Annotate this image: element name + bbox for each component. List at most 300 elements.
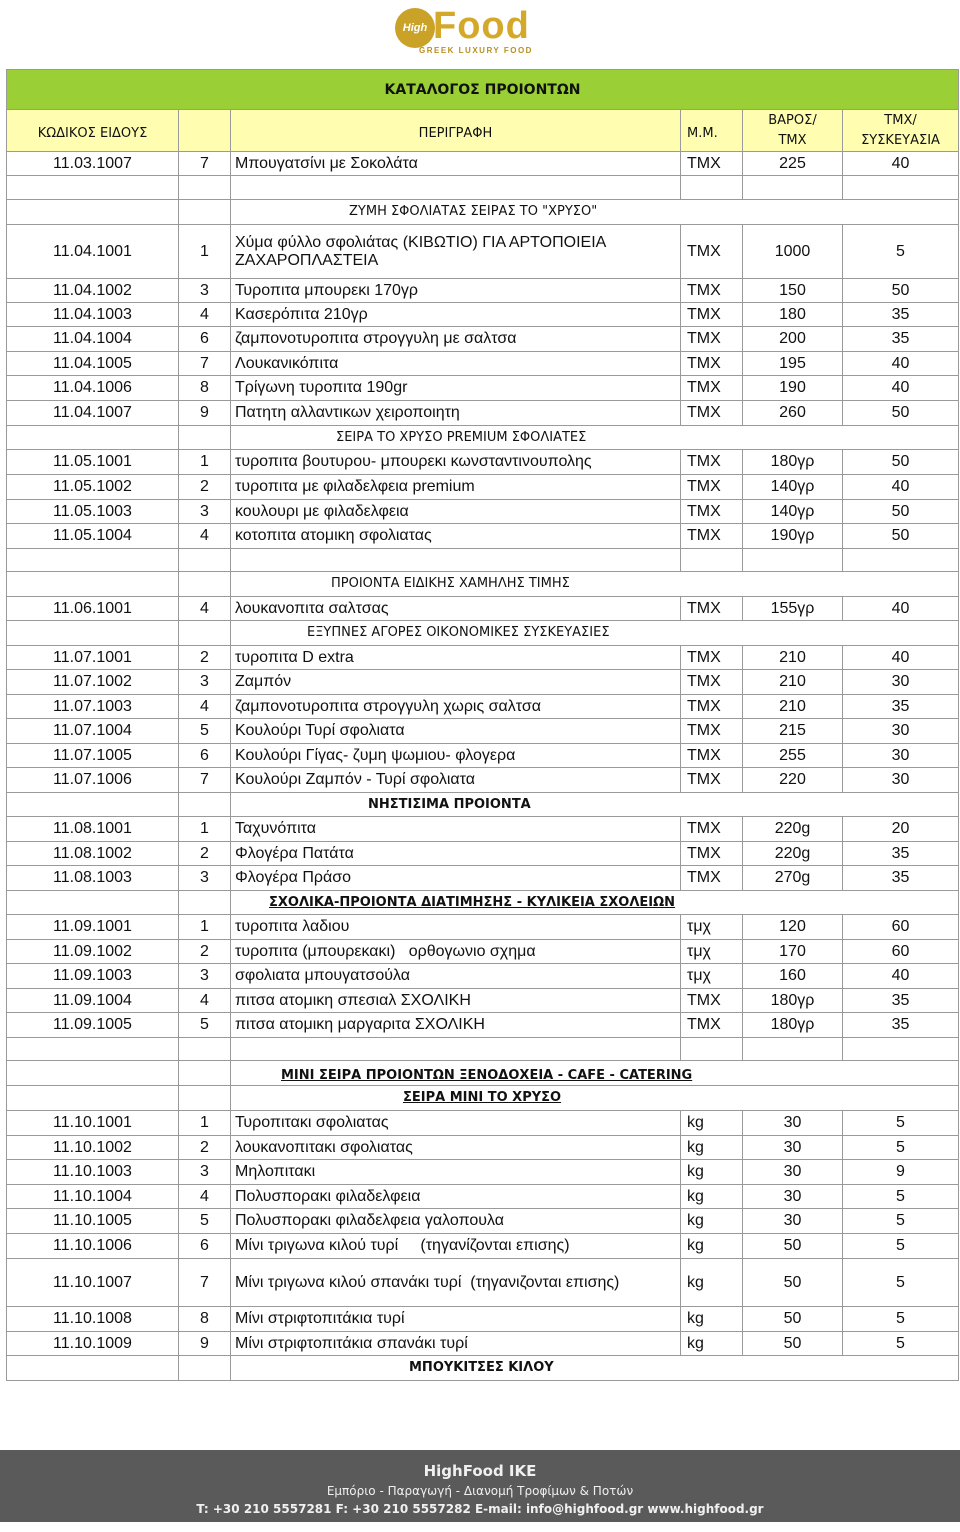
item-weight: 220g (743, 817, 843, 842)
item-pack: 40 (843, 475, 959, 500)
section-title (231, 1061, 959, 1086)
item-pack: 40 (843, 352, 959, 376)
item-weight: 155γρ (743, 597, 843, 621)
section-row (7, 621, 959, 646)
item-unit: kg (681, 1136, 743, 1160)
item-unit: ΤΜΧ (681, 744, 743, 768)
item-weight: 190γρ (743, 524, 843, 549)
item-description: ζαμπονοτυροπιτα στρογγυλη χωρις σαλτσα (231, 695, 681, 719)
table-row (7, 915, 959, 940)
item-number: 3 (179, 670, 231, 695)
item-weight: 30 (743, 1111, 843, 1136)
item-code: 11.06.1001 (7, 597, 179, 621)
item-pack: 35 (843, 1013, 959, 1038)
col-header-pack (843, 110, 959, 152)
footer-company: HighFood IKE (423, 1462, 537, 1480)
item-number: 4 (179, 524, 231, 549)
item-number: 8 (179, 1307, 231, 1332)
item-unit: ΤΜΧ (681, 866, 743, 891)
item-description: Φλογέρα Πράσο (231, 866, 681, 891)
item-unit: ΤΜΧ (681, 500, 743, 524)
item-pack: 5 (843, 1307, 959, 1332)
item-pack: 35 (843, 327, 959, 352)
item-code: 11.10.1006 (7, 1234, 179, 1259)
item-number: 7 (179, 1259, 231, 1307)
item-unit: ΤΜΧ (681, 524, 743, 549)
item-weight: 50 (743, 1234, 843, 1259)
product-catalog-table (6, 69, 959, 1381)
item-description: κοτοπιτα ατομικη σφολιατας (231, 524, 681, 549)
item-unit: ΤΜΧ (681, 768, 743, 793)
item-pack: 35 (843, 303, 959, 327)
item-code: 11.05.1002 (7, 475, 179, 500)
section-row (7, 1086, 959, 1111)
item-code: 11.07.1004 (7, 719, 179, 744)
item-description: Μίνι τριγωνα κιλού σπανάκι τυρί (τηγανιζονται επισης) (231, 1259, 681, 1307)
item-description: κουλουρι με φιλαδελφεια (231, 500, 681, 524)
item-unit: ΤΜΧ (681, 646, 743, 670)
table-row (7, 1013, 959, 1038)
item-code: 11.05.1003 (7, 500, 179, 524)
item-code: 11.10.1004 (7, 1185, 179, 1209)
item-weight: 30 (743, 1160, 843, 1185)
item-number: 9 (179, 401, 231, 426)
section-row (7, 426, 959, 450)
item-pack: 20 (843, 817, 959, 842)
table-row (7, 352, 959, 376)
item-weight: 190 (743, 376, 843, 401)
col-header-number (179, 110, 231, 152)
item-unit: kg (681, 1160, 743, 1185)
item-unit: ΤΜΧ (681, 475, 743, 500)
item-weight: 50 (743, 1332, 843, 1356)
item-number: 4 (179, 695, 231, 719)
item-description: Πολυσπορακι φιλαδελφεια γαλοπουλα (231, 1209, 681, 1234)
table-row (7, 303, 959, 327)
item-pack: 5 (843, 1259, 959, 1307)
item-unit: kg (681, 1111, 743, 1136)
item-description: τυροπιτα D extra (231, 646, 681, 670)
item-code: 11.10.1001 (7, 1111, 179, 1136)
item-unit: kg (681, 1332, 743, 1356)
item-weight: 210 (743, 670, 843, 695)
item-number: 4 (179, 1185, 231, 1209)
item-unit: kg (681, 1234, 743, 1259)
item-weight: 150 (743, 279, 843, 303)
item-unit: ΤΜΧ (681, 152, 743, 176)
item-code: 11.10.1009 (7, 1332, 179, 1356)
item-weight: 260 (743, 401, 843, 426)
item-description: Μηλοπιτακι (231, 1160, 681, 1185)
col-header-unit: Μ.Μ. (681, 110, 743, 152)
item-unit: ΤΜΧ (681, 327, 743, 352)
item-description: Λουκανικόπιτα (231, 352, 681, 376)
table-row (7, 695, 959, 719)
item-number: 2 (179, 842, 231, 866)
section-row (7, 1061, 959, 1086)
table-row (7, 475, 959, 500)
item-number: 3 (179, 279, 231, 303)
item-description: Πατητη αλλαντικων χειροποιητη (231, 401, 681, 426)
col-header-pack-line2: ΣΥΣΚΕΥΑΣΙΑ (861, 132, 940, 148)
item-number: 1 (179, 817, 231, 842)
item-unit: ΤΜΧ (681, 303, 743, 327)
section-title (231, 1086, 959, 1111)
item-pack: 60 (843, 915, 959, 940)
item-number: 2 (179, 1136, 231, 1160)
item-unit: τμχ (681, 940, 743, 964)
col-header-description: ΠΕΡΙΓΡΑΦΗ (231, 110, 681, 152)
item-pack: 40 (843, 152, 959, 176)
item-code: 11.04.1006 (7, 376, 179, 401)
item-weight: 215 (743, 719, 843, 744)
item-code: 11.04.1007 (7, 401, 179, 426)
item-unit: ΤΜΧ (681, 401, 743, 426)
footer-contact: T: +30 210 5557281 F: +30 210 5557282 E-mail: info@highfood.gr www.highfood.gr (196, 1502, 764, 1516)
item-pack: 35 (843, 695, 959, 719)
item-number: 7 (179, 768, 231, 793)
item-pack: 50 (843, 524, 959, 549)
item-unit: ΤΜΧ (681, 450, 743, 475)
item-description: Μίνι στριφτοπιτάκια σπανάκι τυρί (231, 1332, 681, 1356)
section-title: ΜΠΟΥΚΙΤΣΕΣ ΚΙΛΟΥ (231, 1356, 959, 1381)
item-description: Ταχυνόπιτα (231, 817, 681, 842)
item-description: Μίνι στριφτοπιτάκια τυρί (231, 1307, 681, 1332)
table-row (7, 279, 959, 303)
table-row (7, 152, 959, 176)
item-pack: 40 (843, 376, 959, 401)
item-pack: 5 (843, 1185, 959, 1209)
item-number: 9 (179, 1332, 231, 1356)
item-number: 8 (179, 376, 231, 401)
table-row (7, 719, 959, 744)
item-weight: 30 (743, 1136, 843, 1160)
item-weight: 200 (743, 327, 843, 352)
logo-badge: High (395, 8, 435, 48)
item-unit: ΤΜΧ (681, 695, 743, 719)
item-pack: 5 (843, 1234, 959, 1259)
section-title: ΠΡΟΙΟΝΤΑ ΕΙΔΙΚΗΣ ΧΑΜΗΛΗΣ ΤΙΜΗΣ (231, 572, 959, 597)
table-row (7, 670, 959, 695)
col-header-code: ΚΩΔΙΚΟΣ ΕΙΔΟΥΣ (7, 110, 179, 152)
item-code: 11.08.1003 (7, 866, 179, 891)
item-unit: τμχ (681, 964, 743, 989)
table-row (7, 1307, 959, 1332)
item-number: 3 (179, 1160, 231, 1185)
table-row (7, 866, 959, 891)
section-row (7, 891, 959, 915)
item-pack: 40 (843, 597, 959, 621)
table-row (7, 597, 959, 621)
item-unit: ΤΜΧ (681, 279, 743, 303)
table-row (7, 1259, 959, 1307)
item-weight: 270g (743, 866, 843, 891)
item-weight: 160 (743, 964, 843, 989)
item-unit: τμχ (681, 915, 743, 940)
item-code: 11.03.1007 (7, 152, 179, 176)
item-code: 11.10.1005 (7, 1209, 179, 1234)
company-footer (0, 1450, 960, 1522)
table-row (7, 225, 959, 279)
table-row (7, 327, 959, 352)
item-number: 6 (179, 744, 231, 768)
item-weight: 170 (743, 940, 843, 964)
logo-tagline: GREEK LUXURY FOOD (419, 46, 533, 55)
item-pack: 50 (843, 401, 959, 426)
item-number: 4 (179, 303, 231, 327)
item-number: 2 (179, 940, 231, 964)
item-number: 3 (179, 866, 231, 891)
item-number: 2 (179, 475, 231, 500)
item-pack: 9 (843, 1160, 959, 1185)
item-code: 11.09.1002 (7, 940, 179, 964)
item-description: ζαμπονοτυροπιτα στρογγυλη με σαλτσα (231, 327, 681, 352)
section-row (7, 200, 959, 225)
table-row (7, 401, 959, 426)
item-description: Τυροπιτα μπουρεκι 170γρ (231, 279, 681, 303)
table-row (7, 450, 959, 475)
item-unit: kg (681, 1307, 743, 1332)
item-description: Κουλούρι Ζαμπόν - Τυρί σφολιατα (231, 768, 681, 793)
item-description: τυροπιτα βουτυρου- μπουρεκι κωνσταντινουπολης (231, 450, 681, 475)
item-description: τυροπιτα με φιλαδελφεια premium (231, 475, 681, 500)
table-row (7, 376, 959, 401)
item-description: τυροπιτα (μπουρεκακι) ορθογωνιο σχημα (231, 940, 681, 964)
section-row (7, 1356, 959, 1381)
item-code: 11.09.1001 (7, 915, 179, 940)
item-weight: 255 (743, 744, 843, 768)
table-row (7, 1332, 959, 1356)
item-unit: kg (681, 1259, 743, 1307)
item-pack: 5 (843, 1332, 959, 1356)
item-code: 11.07.1005 (7, 744, 179, 768)
item-weight: 225 (743, 152, 843, 176)
table-row (7, 1111, 959, 1136)
section-row (7, 793, 959, 817)
table-row (7, 1185, 959, 1209)
item-description: Πολυσπορακι φιλαδελφεια (231, 1185, 681, 1209)
item-number: 3 (179, 500, 231, 524)
item-number: 7 (179, 152, 231, 176)
section-title (231, 891, 959, 915)
table-row (7, 768, 959, 793)
item-unit: ΤΜΧ (681, 352, 743, 376)
item-pack: 5 (843, 1111, 959, 1136)
section-title-text: ΜΙΝΙ ΣΕΙΡΑ ΠΡΟΙΟΝΤΩΝ ΞΕΝΟΔΟΧΕΙΑ - CAFE - CATERING (281, 1068, 693, 1083)
title-row (7, 70, 959, 110)
section-title: ΝΗΣΤΙΣΙΜΑ ΠΡΟΙΟΝΤΑ (231, 793, 959, 817)
item-weight: 210 (743, 646, 843, 670)
col-header-pack-line1: ΤΜΧ/ (884, 112, 917, 128)
table-row (7, 964, 959, 989)
section-title-text: ΣΕΙΡΑ ΜΙΝΙ ΤΟ ΧΡΥΣΟ (403, 1090, 562, 1105)
item-unit: ΤΜΧ (681, 225, 743, 279)
item-pack: 35 (843, 866, 959, 891)
item-number: 5 (179, 719, 231, 744)
table-row (7, 1209, 959, 1234)
item-pack: 30 (843, 670, 959, 695)
catalog-title: ΚΑΤΑΛΟΓΟΣ ΠΡΟΙΟΝΤΩΝ (7, 70, 959, 110)
item-weight: 220 (743, 768, 843, 793)
item-code: 11.07.1002 (7, 670, 179, 695)
item-description: τυροπιτα λαδιου (231, 915, 681, 940)
item-weight: 1000 (743, 225, 843, 279)
item-number: 5 (179, 1209, 231, 1234)
item-number: 6 (179, 327, 231, 352)
item-weight: 140γρ (743, 475, 843, 500)
table-row (7, 500, 959, 524)
item-weight: 180 (743, 303, 843, 327)
company-logo (395, 6, 595, 58)
item-unit: ΤΜΧ (681, 670, 743, 695)
item-unit: ΤΜΧ (681, 989, 743, 1013)
item-description: πιτσα ατομικη σπεσιαλ ΣΧΟΛΙΚΗ (231, 989, 681, 1013)
empty-row (7, 176, 959, 200)
item-pack: 30 (843, 719, 959, 744)
item-number: 1 (179, 450, 231, 475)
item-description: Μπουγατσίνι με Σοκολάτα (231, 152, 681, 176)
item-unit: ΤΜΧ (681, 597, 743, 621)
table-row (7, 940, 959, 964)
item-description: Ζαμπόν (231, 670, 681, 695)
item-unit: ΤΜΧ (681, 1013, 743, 1038)
item-pack: 50 (843, 279, 959, 303)
item-number: 1 (179, 1111, 231, 1136)
table-row (7, 1160, 959, 1185)
item-pack: 50 (843, 500, 959, 524)
table-row (7, 817, 959, 842)
section-title: ΣΕΙΡΑ ΤΟ ΧΡΥΣΟ PREMIUM ΣΦΟΛΙΑΤΕΣ (231, 426, 959, 450)
column-header-row (7, 110, 959, 152)
table-row (7, 842, 959, 866)
item-weight: 50 (743, 1259, 843, 1307)
item-number: 4 (179, 597, 231, 621)
item-weight: 140γρ (743, 500, 843, 524)
item-weight: 195 (743, 352, 843, 376)
item-weight: 120 (743, 915, 843, 940)
section-row (7, 572, 959, 597)
item-description-line2: ΖΑΧΑΡΟΠΛΑΣΤΕΙΑ (235, 251, 379, 269)
item-description (231, 225, 681, 279)
item-number: 4 (179, 989, 231, 1013)
table-row (7, 1234, 959, 1259)
item-description-line1: Χύμα φύλλο σφολιάτας (ΚΙΒΩΤΙΟ) ΓΙΑ ΑΡΤΟΠΟΙΕΙΑ (235, 233, 607, 251)
item-description: λουκανοπιτα σαλτσας (231, 597, 681, 621)
item-code: 11.09.1004 (7, 989, 179, 1013)
item-code: 11.07.1003 (7, 695, 179, 719)
item-description: Τρίγωνη τυροπιτα 190gr (231, 376, 681, 401)
item-pack: 5 (843, 1136, 959, 1160)
item-weight: 180γρ (743, 450, 843, 475)
item-description: λουκανοπιτακι σφολιατας (231, 1136, 681, 1160)
item-weight: 180γρ (743, 1013, 843, 1038)
item-pack: 50 (843, 450, 959, 475)
item-code: 11.05.1001 (7, 450, 179, 475)
item-description: Κασερόπιτα 210γρ (231, 303, 681, 327)
item-code: 11.04.1003 (7, 303, 179, 327)
item-code: 11.08.1002 (7, 842, 179, 866)
item-number: 1 (179, 915, 231, 940)
item-unit: ΤΜΧ (681, 719, 743, 744)
item-code: 11.07.1001 (7, 646, 179, 670)
item-number: 1 (179, 225, 231, 279)
item-description: Κουλούρι Γίγας- ζυμη ψωμιου- φλογερα (231, 744, 681, 768)
item-weight: 30 (743, 1185, 843, 1209)
item-code: 11.09.1003 (7, 964, 179, 989)
item-weight: 180γρ (743, 989, 843, 1013)
item-number: 5 (179, 1013, 231, 1038)
item-pack: 35 (843, 842, 959, 866)
item-weight: 30 (743, 1209, 843, 1234)
item-description: Τυροπιτακι σφολιατας (231, 1111, 681, 1136)
item-code: 11.09.1005 (7, 1013, 179, 1038)
section-title-text: ΣΧΟΛΙΚΑ-ΠΡΟΙΟΝΤΑ ΔΙΑΤΙΜΗΣΗΣ - ΚΥΛΙΚΕΙΑ ΣΧΟΛΕΙΩΝ (269, 894, 676, 910)
item-description: Κουλούρι Τυρί σφολιατα (231, 719, 681, 744)
item-pack: 5 (843, 1209, 959, 1234)
item-unit: kg (681, 1185, 743, 1209)
item-unit: ΤΜΧ (681, 817, 743, 842)
item-number: 2 (179, 646, 231, 670)
item-unit: kg (681, 1209, 743, 1234)
logo-name: Food (433, 5, 530, 47)
item-code: 11.04.1005 (7, 352, 179, 376)
item-weight: 220g (743, 842, 843, 866)
section-title: ΖΥΜΗ ΣΦΟΛΙΑΤΑΣ ΣΕΙΡΑΣ ΤΟ "ΧΡΥΣΟ" (231, 200, 959, 225)
col-header-weight-line1: ΒΑΡΟΣ/ (768, 112, 817, 128)
item-unit: ΤΜΧ (681, 842, 743, 866)
item-number: 3 (179, 964, 231, 989)
item-code: 11.04.1002 (7, 279, 179, 303)
item-code: 11.10.1002 (7, 1136, 179, 1160)
table-row (7, 646, 959, 670)
item-pack: 30 (843, 768, 959, 793)
item-code: 11.05.1004 (7, 524, 179, 549)
item-pack: 40 (843, 964, 959, 989)
item-code: 11.04.1001 (7, 225, 179, 279)
empty-row (7, 549, 959, 572)
table-row (7, 524, 959, 549)
item-code: 11.04.1004 (7, 327, 179, 352)
item-description: πιτσα ατομικη μαργαριτα ΣΧΟΛΙΚΗ (231, 1013, 681, 1038)
item-description: σφολιατα μπουγατσούλα (231, 964, 681, 989)
footer-activity: Εμπόριο - Παραγωγή - Διανομή Τροφίμων & Ποτών (326, 1484, 634, 1498)
section-title: ΕΞΥΠΝΕΣ ΑΓΟΡΕΣ ΟΙΚΟΝΟΜΙΚΕΣ ΣΥΣΚΕΥΑΣΙΕΣ (231, 621, 959, 646)
table-row (7, 989, 959, 1013)
col-header-weight (743, 110, 843, 152)
item-code: 11.10.1007 (7, 1259, 179, 1307)
item-pack: 60 (843, 940, 959, 964)
item-code: 11.07.1006 (7, 768, 179, 793)
item-pack: 35 (843, 989, 959, 1013)
item-weight: 50 (743, 1307, 843, 1332)
item-code: 11.10.1008 (7, 1307, 179, 1332)
table-row (7, 744, 959, 768)
item-weight: 210 (743, 695, 843, 719)
item-unit: ΤΜΧ (681, 376, 743, 401)
item-code: 11.10.1003 (7, 1160, 179, 1185)
table-row (7, 1136, 959, 1160)
item-description: Μίνι τριγωνα κιλού τυρί (τηγανίζονται επισης) (231, 1234, 681, 1259)
item-code: 11.08.1001 (7, 817, 179, 842)
col-header-weight-line2: ΤΜΧ (778, 132, 807, 148)
empty-row (7, 1038, 959, 1061)
item-description: Φλογέρα Πατάτα (231, 842, 681, 866)
item-number: 6 (179, 1234, 231, 1259)
item-pack: 40 (843, 646, 959, 670)
item-number: 7 (179, 352, 231, 376)
item-pack: 5 (843, 225, 959, 279)
item-pack: 30 (843, 744, 959, 768)
